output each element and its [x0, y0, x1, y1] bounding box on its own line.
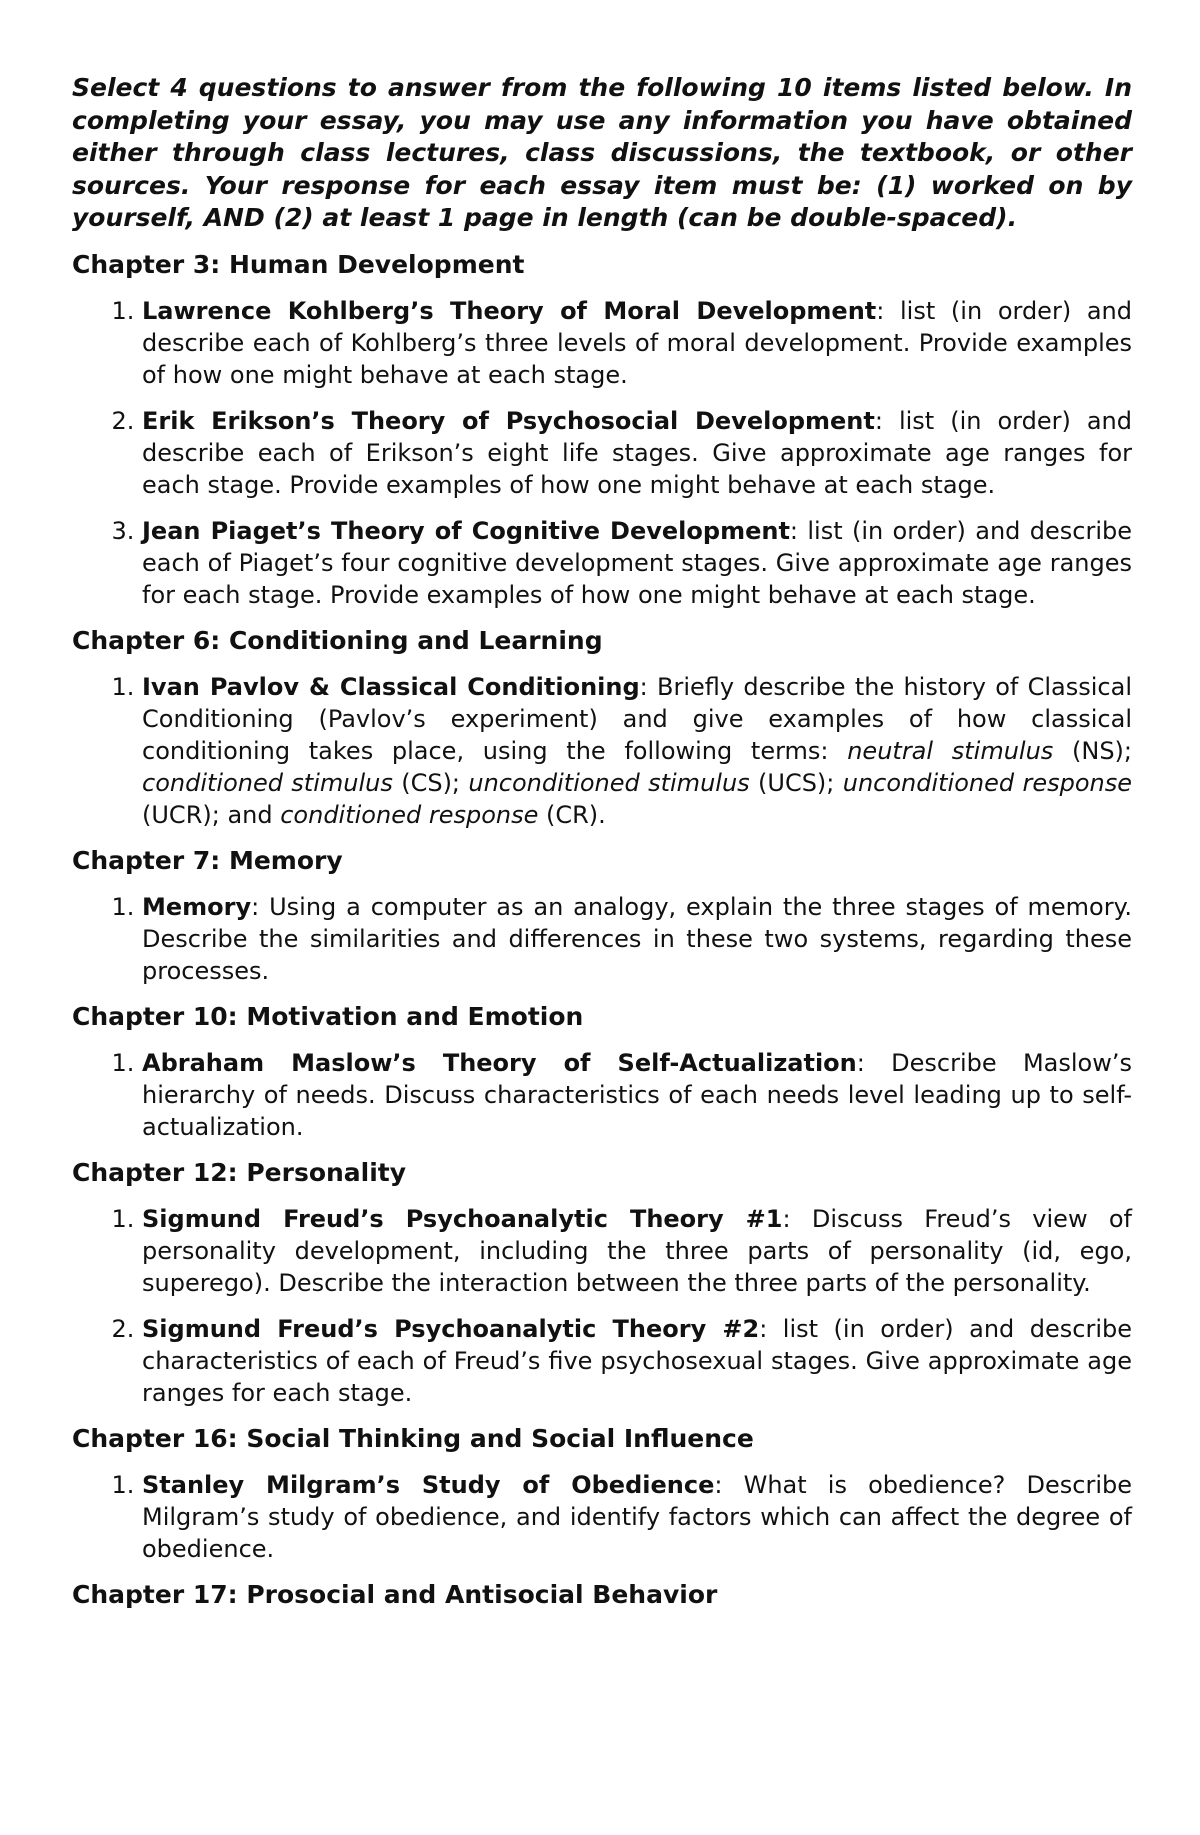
question-item [142, 295, 1132, 391]
chapter-heading: Chapter 7: Memory [72, 845, 343, 875]
chapter-heading: Chapter 16: Social Thinking and Social Influence [72, 1423, 754, 1453]
term-abbrev: (CS); [392, 768, 469, 797]
question-term: Sigmund Freud’s Psychoanalytic Theory #2 [142, 1314, 760, 1343]
question-list [72, 1047, 1132, 1143]
question-item [142, 1313, 1132, 1409]
term-italic: conditioned stimulus [142, 768, 393, 797]
term-italic: neutral stimulus [847, 736, 1054, 765]
question-item [142, 891, 1132, 987]
term-abbrev: (NS); [1053, 736, 1132, 765]
question-text: : Discuss Freud’s view of personality development, including the three parts of personality (id, ego, superego). Describe the interaction between the three parts of the personality. [142, 1204, 1133, 1297]
question-item [142, 405, 1132, 501]
chapter-heading: Chapter 17: Prosocial and Antisocial Behavior [72, 1579, 718, 1609]
question-list [72, 891, 1132, 987]
chapter-heading: Chapter 3: Human Development [72, 249, 525, 279]
question-term: Memory [142, 892, 252, 921]
question-list [72, 1203, 1132, 1409]
question-list [72, 671, 1132, 831]
question-term: Erik Erikson’s Theory of Psychosocial Development [142, 406, 875, 435]
question-item [142, 1469, 1132, 1565]
chapter-heading: Chapter 12: Personality [72, 1157, 407, 1187]
question-text: : What is obedience? Describe Milgram’s study of obedience, and identify factors which can affect the degree of obedience. [142, 1470, 1132, 1563]
question-item [142, 1047, 1132, 1143]
question-list [72, 1469, 1132, 1565]
question-text: : list (in order) and describe each of Kohlberg’s three levels of moral development. Provide examples of how one might behave at each stage. [142, 296, 1132, 389]
term-italic: unconditioned response [842, 768, 1132, 797]
question-text: : list (in order) and describe each of Piaget’s four cognitive development stages. Give approximate age ranges for each stage. Provide examples of how one might behave at each stage. [142, 516, 1132, 609]
question-item [142, 1203, 1132, 1299]
question-text: : Briefly describe the history of Classical Conditioning (Pavlov’s experiment) and give examples of how classical conditioning takes place, using the following terms: [142, 672, 1132, 765]
question-term: Ivan Pavlov & Classical Conditioning [142, 672, 640, 701]
question-term: Lawrence Kohlberg’s Theory of Moral Development [142, 296, 877, 325]
chapter-heading: Chapter 6: Conditioning and Learning [72, 625, 603, 655]
question-item [142, 671, 1132, 831]
term-abbrev: (CR). [538, 800, 606, 829]
question-text: : list (in order) and describe characteristics of each of Freud’s five psychosexual stages. Give approximate age ranges for each stage. [142, 1314, 1132, 1407]
chapter-heading: Chapter 10: Motivation and Emotion [72, 1001, 584, 1031]
term-italic: conditioned response [280, 800, 539, 829]
question-term: Jean Piaget’s Theory of Cognitive Development [142, 516, 790, 545]
question-list [72, 295, 1132, 611]
question-text: : Using a computer as an analogy, explain the three stages of memory. Describe the similarities and differences in these two systems, regarding these processes. [142, 892, 1132, 985]
term-abbrev: (UCR); and [142, 800, 281, 829]
term-italic: unconditioned stimulus [468, 768, 750, 797]
question-text: : Describe Maslow’s hierarchy of needs. Discuss characteristics of each needs level leading up to self-actualization. [142, 1048, 1133, 1141]
question-item [142, 515, 1132, 611]
question-term: Sigmund Freud’s Psychoanalytic Theory #1 [142, 1204, 783, 1233]
question-text: : list (in order) and describe each of Erikson’s eight life stages. Give approximate age ranges for each stage. Provide examples of how one might behave at each stage. [142, 406, 1132, 499]
term-abbrev: (UCS); [749, 768, 843, 797]
instructions-paragraph: Select 4 questions to answer from the following 10 items listed below. In completing your essay, you may use any information you have obtained either through class lectures, class discussions, the textbook, or other sources. Your response for each essay item must be: (1) worked on by yourself, AND (2) at least 1 page in length (can be double-spaced). [72, 73, 1132, 232]
question-term: Abraham Maslow’s Theory of Self-Actualization [142, 1048, 857, 1077]
question-term: Stanley Milgram’s Study of Obedience [142, 1470, 715, 1499]
